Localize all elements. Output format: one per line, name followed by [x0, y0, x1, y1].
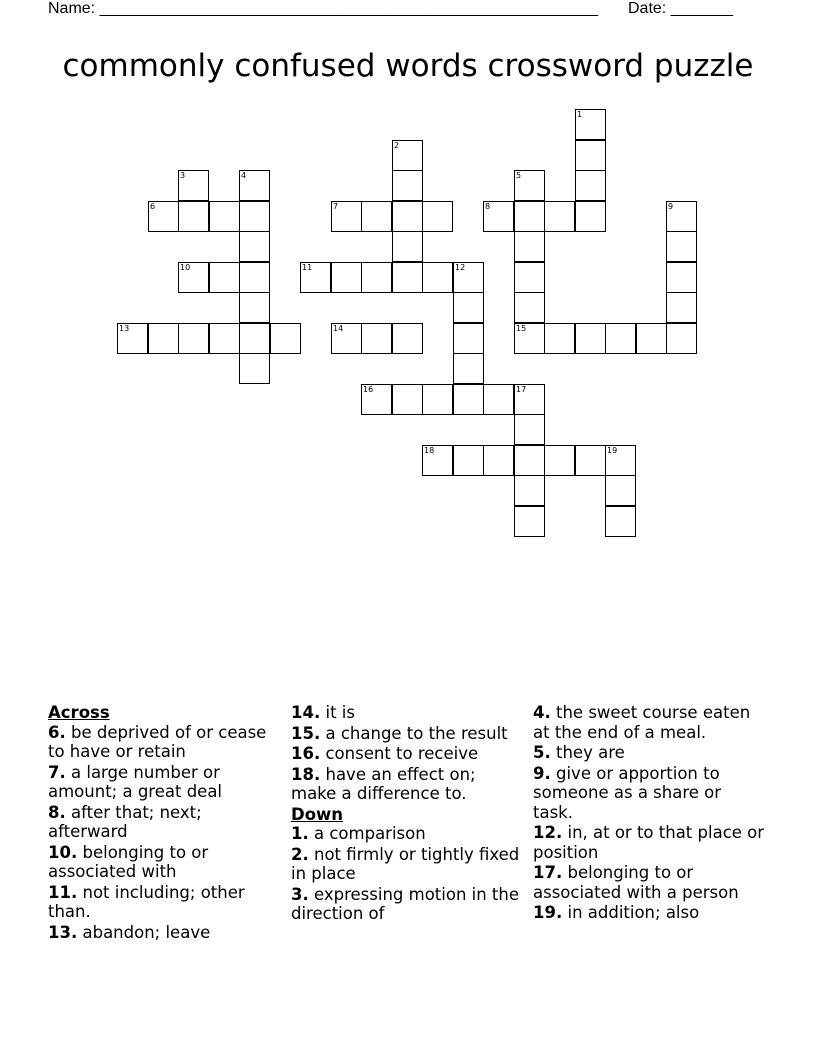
grid-cell: [605, 323, 636, 354]
grid-clue-number: 19: [607, 446, 618, 455]
clue-number: 19.: [533, 903, 563, 922]
grid-cell: [331, 262, 362, 293]
clue-number: 5.: [533, 743, 551, 762]
grid-cell: [117, 323, 148, 354]
clue-number: 18.: [291, 764, 321, 784]
grid-clue-number: 2: [394, 141, 400, 150]
grid-cell: [605, 445, 636, 476]
grid-cell: [544, 201, 575, 232]
clue-text: they are: [556, 743, 625, 762]
grid-cell: [209, 323, 240, 354]
grid-cell: [361, 201, 392, 232]
clue-item: [291, 744, 523, 764]
grid-clue-number: 9: [668, 202, 674, 211]
clues-column-3: [533, 703, 765, 924]
clue-text: a change to the result: [325, 723, 508, 743]
grid-cell: [575, 109, 606, 140]
grid-clue-number: 7: [333, 202, 339, 211]
clue-item: [291, 724, 523, 744]
grid-cell: [666, 323, 697, 354]
grid-cell: [300, 262, 331, 293]
down-heading: Down: [291, 804, 344, 824]
grid-cell: [514, 445, 545, 476]
grid-cell: [331, 323, 362, 354]
grid-cell: [575, 140, 606, 171]
clue-item: [291, 765, 523, 804]
grid-cell: [636, 323, 667, 354]
clue-text: give or apportion to someone as a share or task.: [533, 763, 722, 822]
grid-cell: [514, 292, 545, 323]
grid-cell: [422, 262, 453, 293]
grid-cell: [514, 201, 545, 232]
clue-number: 6.: [48, 722, 66, 742]
grid-cell: [209, 201, 240, 232]
clue-text: be deprived of or cease to have or retain: [48, 722, 267, 761]
down-clue-list: [291, 824, 523, 924]
grid-cell: [666, 231, 697, 262]
clue-number: 1.: [291, 824, 309, 843]
clue-number: 8.: [48, 802, 66, 822]
clue-number: 12.: [533, 823, 563, 842]
clue-number: 11.: [48, 882, 78, 902]
clue-item: [291, 824, 523, 844]
grid-cell: [392, 384, 423, 415]
grid-cell: [361, 262, 392, 293]
clue-number: 16.: [291, 744, 321, 763]
grid-cell: [422, 201, 453, 232]
grid-cell: [666, 201, 697, 232]
grid-cell: [514, 231, 545, 262]
grid-cell: [453, 292, 484, 323]
grid-cell: [392, 231, 423, 262]
grid-cell: [239, 323, 270, 354]
grid-cell: [453, 445, 484, 476]
clue-item: [533, 863, 765, 902]
grid-clue-number: 14: [333, 324, 344, 333]
clue-text: have an effect on; make a difference to.: [291, 764, 476, 803]
clue-text: after that; next; afterward: [48, 802, 202, 841]
clue-item: [48, 763, 280, 802]
grid-cell: [331, 201, 362, 232]
clue-item: [48, 723, 280, 762]
grid-clue-number: 12: [455, 263, 466, 272]
grid-cell: [575, 201, 606, 232]
clue-text: not including; other than.: [48, 882, 245, 921]
grid-cell: [361, 384, 392, 415]
clue-number: 17.: [533, 863, 563, 882]
grid-clue-number: 3: [180, 171, 186, 180]
grid-cell: [422, 445, 453, 476]
grid-clue-number: 10: [180, 263, 191, 272]
clue-text: a large number or amount; a great deal: [48, 762, 223, 801]
grid-cell: [178, 170, 209, 201]
grid-cell: [514, 262, 545, 293]
clue-item: [533, 903, 765, 923]
grid-cell: [209, 262, 240, 293]
clue-text: belonging to or associated with a person: [533, 863, 739, 902]
grid-cell: [392, 201, 423, 232]
grid-cell: [361, 323, 392, 354]
grid-cell: [148, 201, 179, 232]
grid-cell: [453, 323, 484, 354]
clue-text: a comparison: [314, 824, 426, 843]
clue-number: 14.: [291, 703, 321, 722]
grid-cell: [178, 262, 209, 293]
page-title: commonly confused words crossword puzzle: [62, 48, 754, 84]
grid-clue-number: 18: [424, 446, 435, 455]
grid-cell: [239, 231, 270, 262]
grid-cell: [605, 475, 636, 506]
clues-column-1: [48, 703, 280, 943]
grid-cell: [178, 201, 209, 232]
clue-text: in addition; also: [567, 903, 700, 922]
clue-text: not firmly or tightly fixed in place: [291, 844, 520, 883]
grid-cell: [239, 262, 270, 293]
clue-item: [48, 923, 280, 943]
clue-item: [48, 843, 280, 882]
clue-number: 9.: [533, 763, 551, 783]
across-heading: Across: [48, 703, 110, 722]
grid-cell: [392, 262, 423, 293]
clue-number: 4.: [533, 703, 551, 722]
clue-text: belonging to or associated with: [48, 842, 209, 881]
clue-text: expressing motion in the direction of: [291, 884, 520, 923]
clue-number: 7.: [48, 762, 66, 782]
grid-cell: [544, 445, 575, 476]
grid-cell: [666, 292, 697, 323]
clue-item: [291, 885, 523, 924]
grid-cell: [270, 323, 301, 354]
grid-clue-number: 5: [516, 171, 522, 180]
grid-clue-number: 4: [241, 171, 247, 180]
grid-cell: [514, 414, 545, 445]
clue-item: [533, 823, 765, 862]
grid-cell: [453, 353, 484, 384]
clue-text: it is: [325, 703, 355, 722]
clue-item: [533, 703, 765, 742]
grid-cell: [239, 170, 270, 201]
clue-item: [48, 803, 280, 842]
grid-clue-number: 16: [363, 385, 374, 394]
grid-cell: [544, 323, 575, 354]
grid-cell: [392, 140, 423, 171]
grid-cell: [483, 384, 514, 415]
clue-text: the sweet course eaten at the end of a meal.: [533, 703, 751, 742]
grid-clue-number: 8: [485, 202, 491, 211]
clue-number: 2.: [291, 844, 309, 864]
clues-column-2: [291, 703, 523, 925]
grid-clue-number: 6: [150, 202, 156, 211]
grid-cell: [483, 445, 514, 476]
grid-cell: [453, 384, 484, 415]
grid-cell: [605, 506, 636, 537]
across-clue-list: [48, 723, 280, 943]
grid-clue-number: 17: [516, 385, 527, 394]
clue-number: 13.: [48, 922, 78, 942]
name-field-label: Name: ________________________________________________________: [48, 0, 598, 17]
grid-cell: [178, 323, 209, 354]
clue-number: 15.: [291, 723, 321, 743]
grid-cell: [514, 506, 545, 537]
clue-item: [291, 845, 523, 884]
clue-text: in, at or to that place or position: [533, 823, 765, 862]
grid-cell: [514, 384, 545, 415]
grid-clue-number: 11: [302, 263, 313, 272]
grid-clue-number: 1: [577, 110, 583, 119]
grid-cell: [239, 353, 270, 384]
clue-number: 3.: [291, 884, 309, 904]
clue-number: 10.: [48, 842, 78, 862]
grid-cell: [239, 292, 270, 323]
grid-clue-number: 15: [516, 324, 527, 333]
clue-item: [291, 703, 523, 723]
clue-text: consent to receive: [325, 744, 479, 763]
grid-cell: [514, 323, 545, 354]
grid-cell: [453, 262, 484, 293]
clue-item: [48, 883, 280, 922]
down-clue-list-continued: [533, 703, 765, 923]
across-clue-list-continued: [291, 703, 523, 804]
grid-clue-number: 13: [119, 324, 130, 333]
grid-cell: [148, 323, 179, 354]
grid-cell: [514, 475, 545, 506]
grid-cell: [575, 170, 606, 201]
grid-cell: [575, 323, 606, 354]
clue-text: abandon; leave: [82, 922, 211, 942]
grid-cell: [392, 323, 423, 354]
clue-item: [533, 764, 765, 823]
clue-item: [533, 743, 765, 763]
grid-cell: [422, 384, 453, 415]
grid-cell: [239, 201, 270, 232]
grid-cell: [392, 170, 423, 201]
grid-cell: [575, 445, 606, 476]
grid-cell: [514, 170, 545, 201]
grid-cell: [483, 201, 514, 232]
date-field-label: Date: _______: [628, 0, 733, 17]
grid-cell: [666, 262, 697, 293]
